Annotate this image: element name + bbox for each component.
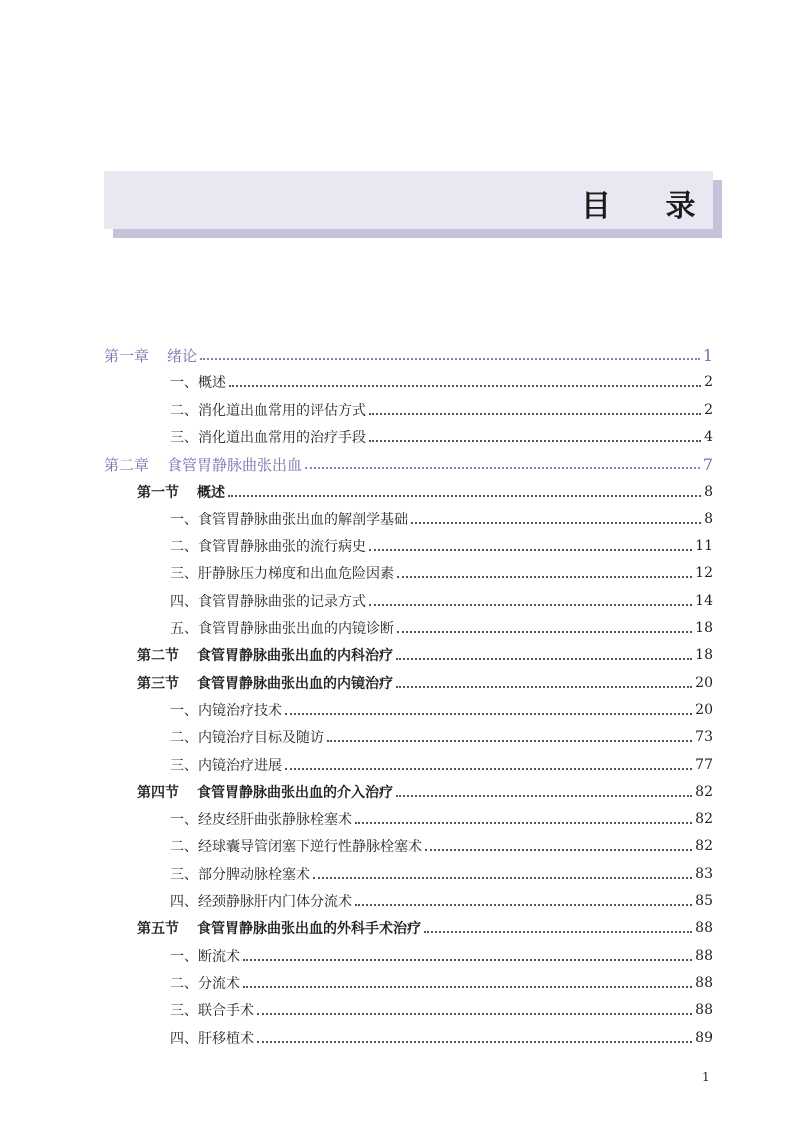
toc-entry-label [137, 482, 225, 502]
toc-entry-title: 二、分流术 [170, 975, 240, 992]
toc-entry-page: 12 [695, 565, 713, 582]
toc-entry-label [170, 836, 422, 856]
toc-section[interactable] [137, 670, 713, 696]
toc-entry-page: 88 [695, 947, 713, 964]
toc-entry-title: 食管胃静脉曲张出血的内科治疗 [197, 648, 393, 665]
toc-entry-label [104, 454, 302, 475]
toc-entry-page: 73 [695, 729, 713, 746]
toc-entry-title: 食管胃静脉曲张出血 [167, 455, 303, 474]
toc-entry-number: 第一章 [104, 346, 150, 365]
dot-leader [397, 631, 692, 633]
toc-entry-page: 11 [695, 538, 713, 555]
toc-entry-page: 18 [695, 647, 713, 664]
toc-entry-title: 三、部分脾动脉栓塞术 [170, 866, 310, 883]
toc-entry-title: 三、消化道出血常用的治疗手段 [170, 429, 366, 446]
toc-section[interactable] [137, 915, 713, 941]
toc-entry-title: 绪论 [167, 346, 198, 365]
toc-item[interactable] [170, 506, 713, 532]
toc-entry-label [170, 591, 366, 611]
toc-entry-page: 82 [695, 838, 713, 855]
toc-item[interactable] [170, 833, 713, 859]
toc-item[interactable] [170, 369, 713, 395]
toc-entry-label [170, 427, 366, 447]
dot-leader [369, 413, 701, 415]
toc-item[interactable] [170, 424, 713, 450]
toc-item[interactable] [170, 697, 713, 723]
toc-entry-title: 二、内镜治疗目标及随访 [170, 730, 324, 747]
toc-entry-title: 二、食管胃静脉曲张的流行病史 [170, 539, 366, 556]
toc-item[interactable] [170, 724, 713, 750]
toc-entry-page: 8 [704, 483, 713, 500]
toc-item[interactable] [170, 752, 713, 778]
toc-entry-page: 20 [695, 674, 713, 691]
toc-entry-title: 食管胃静脉曲张出血的内镜治疗 [197, 675, 393, 692]
dot-leader [425, 849, 692, 851]
toc-entry-label [170, 563, 394, 583]
toc-entry-title: 一、食管胃静脉曲张出血的解剖学基础 [170, 511, 408, 528]
dot-leader [369, 549, 692, 551]
toc-entry-label [170, 372, 226, 392]
toc-entry-page: 83 [695, 865, 713, 882]
toc-item[interactable] [170, 970, 713, 996]
toc-entry-label [170, 891, 352, 911]
toc-entry-number: 第三节 [137, 675, 179, 692]
toc-entry-page: 88 [695, 974, 713, 991]
dot-leader [397, 576, 692, 578]
toc-entry-page: 14 [695, 592, 713, 609]
toc-entry-title: 概述 [197, 484, 225, 501]
dot-leader [257, 1041, 692, 1043]
toc-entry-page: 85 [695, 893, 713, 909]
toc-entry-label [170, 618, 394, 638]
toc-entry-title: 三、内镜治疗进展 [170, 757, 282, 774]
toc-item[interactable] [170, 397, 713, 423]
toc-item[interactable] [170, 560, 713, 586]
page-number: 1 [702, 1070, 710, 1084]
toc-entry-title: 四、食管胃静脉曲张的记录方式 [170, 593, 366, 610]
toc-entry-label [170, 755, 282, 775]
toc-item[interactable] [170, 888, 713, 914]
toc-entry-label [137, 645, 393, 665]
toc-entry-page: 7 [702, 454, 713, 474]
dot-leader [396, 686, 692, 688]
toc-chapter[interactable] [104, 342, 713, 368]
toc-entry-label [170, 700, 282, 720]
toc-entry-page: 1 [702, 345, 713, 365]
toc-entry-label [170, 400, 366, 420]
toc-item[interactable] [170, 943, 713, 969]
toc-chapter[interactable] [104, 451, 713, 477]
toc-entry-number: 第二章 [104, 455, 150, 474]
dot-leader [355, 904, 692, 906]
toc-entry-title: 三、联合手术 [170, 1003, 254, 1020]
dot-leader [396, 795, 692, 797]
toc-entry-title: 四、经颈静脉肝内门体分流术 [170, 894, 352, 910]
toc-item[interactable] [170, 997, 713, 1023]
toc-entry-page: 88 [695, 920, 713, 937]
toc-entry-page: 8 [704, 510, 713, 527]
toc-entry-label [137, 673, 393, 693]
dot-leader [369, 604, 692, 606]
toc-item[interactable] [170, 806, 713, 832]
toc-item[interactable] [170, 615, 713, 641]
toc-entry-title: 五、食管胃静脉曲张出血的内镜诊断 [170, 621, 394, 637]
dot-leader [285, 768, 692, 770]
toc-entry-label [104, 345, 197, 366]
toc-entry-title: 三、肝静脉压力梯度和出血危险因素 [170, 566, 394, 583]
toc-entry-number: 第五节 [137, 921, 179, 938]
toc-entry-page: 20 [695, 701, 713, 718]
toc-entry-page: 4 [704, 428, 713, 445]
toc-entry-title: 食管胃静脉曲张出血的介入治疗 [197, 784, 393, 801]
dot-leader [200, 358, 700, 360]
dot-leader [369, 440, 701, 442]
toc-entry-label [170, 864, 310, 884]
toc-entry-title: 四、肝移植术 [170, 1030, 254, 1047]
toc-entry-title: 一、概述 [170, 375, 226, 392]
toc-entry-title: 二、经球囊导管闭塞下逆行性静脉栓塞术 [170, 839, 422, 856]
dot-leader [355, 822, 692, 824]
page-title: 目 录 [581, 189, 718, 224]
toc-entry-page: 88 [695, 1002, 713, 1019]
toc-entry-label [170, 536, 366, 556]
toc-entry-page: 18 [695, 620, 713, 636]
toc-item[interactable] [170, 861, 713, 887]
dot-leader [327, 740, 692, 742]
toc-item[interactable] [170, 1025, 713, 1051]
toc-entry-title: 一、经皮经肝曲张静脉栓塞术 [170, 812, 352, 829]
toc-entry-number: 第一节 [137, 484, 179, 501]
toc-entry-label [170, 509, 408, 529]
toc-entry-label [170, 946, 240, 966]
toc-entry-number: 第四节 [137, 784, 179, 801]
toc-entry-page: 89 [695, 1029, 713, 1046]
toc-entry-label [137, 918, 421, 938]
dot-leader [243, 986, 692, 988]
toc-entry-page: 2 [704, 401, 713, 418]
toc-entry-label [170, 809, 352, 829]
toc-item[interactable] [170, 588, 713, 614]
toc-entry-title: 食管胃静脉曲张出血的外科手术治疗 [197, 921, 421, 938]
dot-leader [257, 1013, 692, 1015]
toc-entry-label [170, 1000, 254, 1020]
dot-leader [285, 713, 692, 715]
dot-leader [396, 658, 692, 660]
dot-leader [229, 385, 701, 387]
toc-entry-title: 一、断流术 [170, 948, 240, 965]
dot-leader [228, 495, 701, 497]
toc-entry-page: 2 [704, 374, 713, 391]
toc-entry-title: 一、内镜治疗技术 [170, 702, 282, 719]
toc-section[interactable] [137, 479, 713, 505]
dot-leader [243, 959, 692, 961]
toc-section[interactable] [137, 779, 713, 805]
dot-leader [424, 931, 692, 933]
dot-leader [305, 467, 700, 469]
toc-item[interactable] [170, 533, 713, 559]
toc-entry-page: 82 [695, 783, 713, 800]
toc-section[interactable] [137, 642, 713, 668]
toc-entry-label [137, 782, 393, 802]
toc-entry-number: 第二节 [137, 648, 179, 665]
toc-entry-title: 二、消化道出血常用的评估方式 [170, 402, 366, 419]
toc-entry-page: 77 [695, 756, 713, 773]
dot-leader [313, 877, 692, 879]
toc-entry-label [170, 727, 324, 747]
dot-leader [411, 522, 701, 524]
toc-entry-label [170, 973, 240, 993]
toc-entry-label [170, 1028, 254, 1048]
toc-entry-page: 82 [695, 811, 713, 828]
